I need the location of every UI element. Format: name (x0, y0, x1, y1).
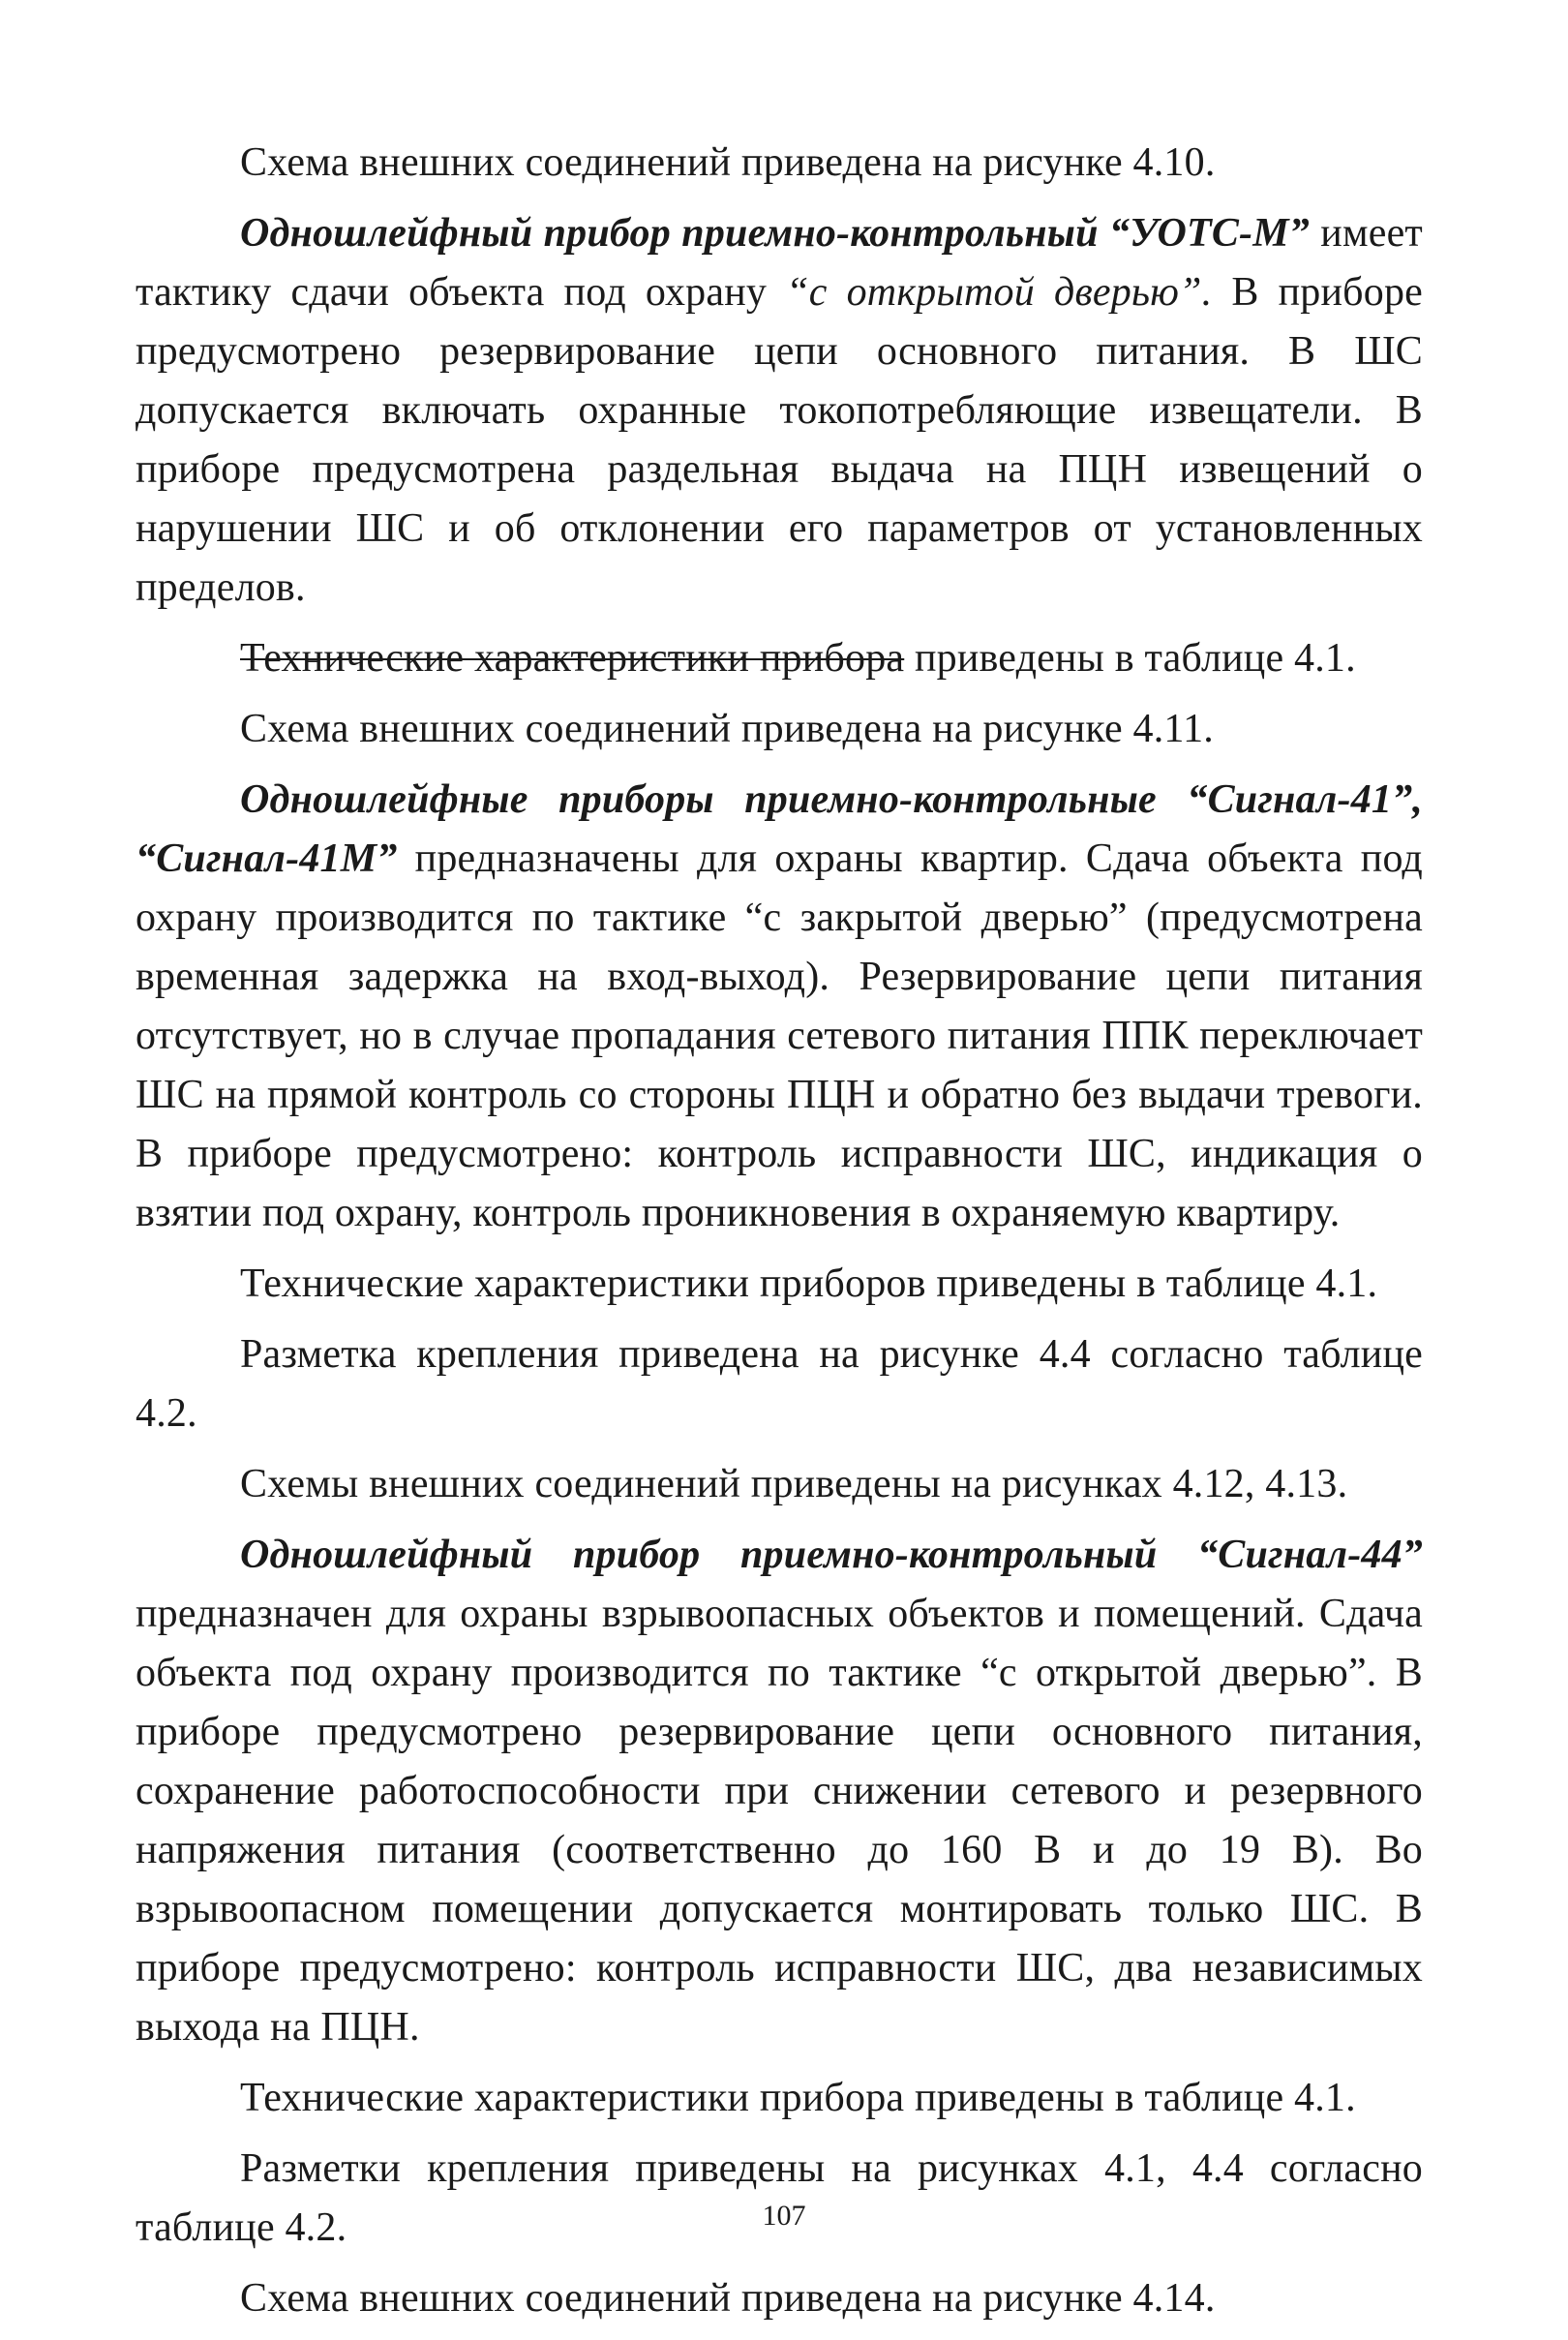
paragraph-specs-signal-41: Технические характеристики приборов приведены в таблице 4.1. (240, 1261, 1378, 1306)
tactic-emphasis: “с открытой дверью”. (786, 270, 1213, 315)
paragraph-specs-uots-m (136, 629, 1423, 688)
paragraph-scheme-4-10: Схема внешних соединений приведена на рисунке 4.10. (240, 140, 1216, 185)
device-title-signal-41: Одношлейфные приборы приемно-контрольные “Сигнал-41”, “Сигнал-41М” (136, 777, 1423, 881)
paragraph-text: В приборе предусмотрено резервирование цепи основного питания. В ШС допускается включать охранные токопотребляющие извещатели. В приборе предусмотрена раздельная выдача на ПЦН извещений о нарушении ШС и об отклонении его параметров от установленных пределов. (136, 270, 1423, 610)
paragraph-signal-41 (136, 771, 1423, 1243)
paragraph-uots-m (136, 204, 1423, 618)
device-title-signal-44: Одношлейфный прибор приемно-контрольный “Сигнал-44” (240, 1533, 1423, 1577)
paragraph-signal-44 (136, 1526, 1423, 2057)
paragraph-mounting-4-1-4-4: Разметки крепления приведены на рисунках 4.1, 4.4 согласно таблице 4.2. (136, 2146, 1423, 2250)
paragraph-scheme-4-14: Схема внешних соединений приведена на рисунке 4.14. (240, 2276, 1216, 2321)
paragraph-text: приведены в таблице 4.1. (904, 636, 1356, 681)
paragraph-mounting-4-4: Разметка крепления приведена на рисунке 4.4 согласно таблице 4.2. (136, 1332, 1423, 1436)
paragraph-text: предназначены для охраны квартир. Сдача объекта под охрану производится по тактике “с закрытой дверью” (предусмотрена временная задержка на вход-выход). Резервирование цепи питания отсутствует, но в случае пропадания сетевого питания ППК переключает ШС на прямой контроль со стороны ПЦН и обратно без выдачи тревоги. В приборе предусмотрено: контроль исправности ШС, индикация о взятии под охрану, контроль проникновения в охраняемую квартиру. (136, 836, 1423, 1235)
page-number: 107 (762, 2200, 806, 2232)
paragraph-text: имеет тактику сдачи объекта под охрану (136, 211, 1423, 315)
page-body (136, 134, 1423, 2340)
struck-text: Технические характеристики прибора (240, 636, 905, 681)
paragraph-scheme-4-11: Схема внешних соединений приведена на рисунке 4.11. (240, 707, 1214, 751)
device-title-uots-m: Одношлейфный прибор приемно-контрольный “УОТС-М” (240, 211, 1310, 256)
paragraph-text: предназначен для охраны взрывоопасных объектов и помещений. Сдача объекта под охрану производится по тактике “с открытой дверью”. В приборе предусмотрено резервирование цепи основного питания, сохранение работоспособности при снижении сетевого и резервного напряжения питания (соответственно до 160 В и до 19 В). Во взрывоопасном помещении допускается монтировать только ШС. В приборе предусмотрено: контроль исправности ШС, два независимых выхода на ПЦН. (136, 1592, 1423, 2050)
paragraph-specs-signal-44: Технические характеристики прибора приведены в таблице 4.1. (240, 2076, 1356, 2120)
paragraph-schemes-4-12-4-13: Схемы внешних соединений приведены на рисунках 4.12, 4.13. (240, 1462, 1348, 1506)
